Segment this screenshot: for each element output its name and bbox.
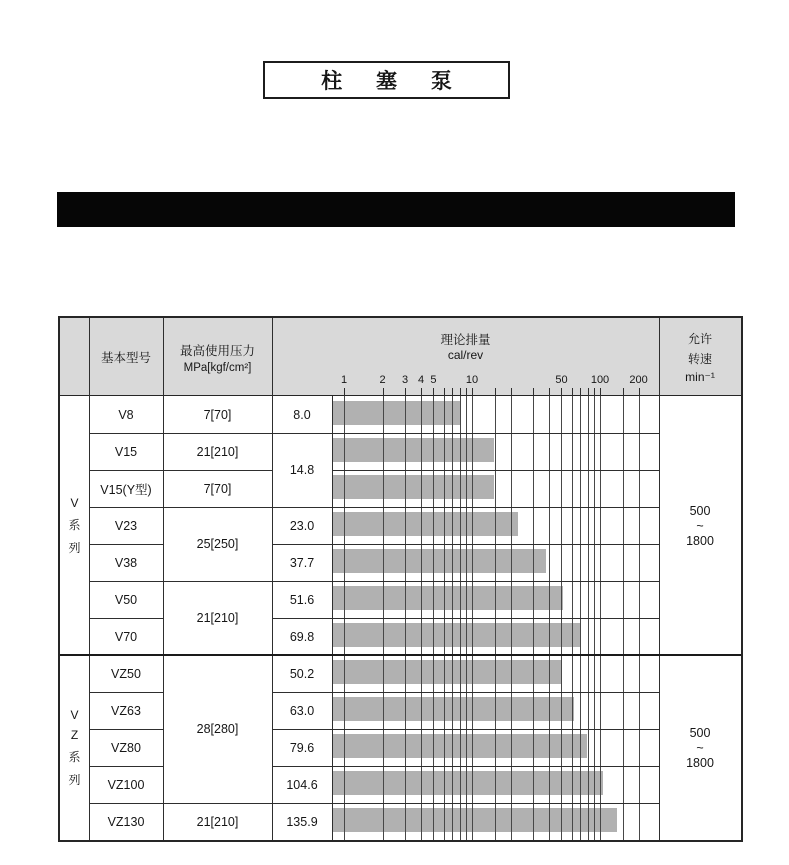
displacement-bar [332, 660, 562, 684]
series-cell [60, 655, 89, 840]
model-cell: V38 [114, 555, 138, 570]
displacement-value-cell: 23.0 [289, 518, 315, 533]
displacement-bar [332, 401, 460, 425]
displacement-bar [332, 808, 617, 832]
row-divider [332, 507, 659, 508]
displacement-bar [332, 438, 494, 462]
axis-tick-mark [572, 388, 573, 396]
model-cell: V15(Y型) [100, 482, 152, 497]
axis-tick-mark [344, 388, 345, 396]
speed-header-line: 允许 [687, 332, 712, 346]
axis-tick-mark [421, 388, 422, 396]
row-divider [332, 470, 659, 471]
model-cell: V70 [114, 629, 138, 644]
displacement-title: 理论排量 [440, 333, 491, 347]
row-divider [332, 729, 659, 730]
pressure-cell: 21[210] [196, 814, 239, 829]
axis-tick-label: 5 [430, 374, 437, 386]
spec-table [58, 316, 743, 842]
displacement-value-cell: 104.6 [286, 777, 318, 792]
model-cell: VZ100 [107, 777, 145, 792]
axis-tick-mark [383, 388, 384, 396]
axis-tick-label: 3 [402, 374, 409, 386]
axis-tick-mark [433, 388, 434, 396]
axis-tick-mark [405, 388, 406, 396]
pressure-unit-label-line2: MPa[kgf/cm²] [183, 361, 252, 374]
header-cell-speed [659, 318, 741, 396]
model-cell: V15 [114, 444, 138, 459]
axis-tick-mark [639, 388, 640, 396]
row-divider [332, 544, 659, 545]
axis-tick-label: 1 [340, 374, 348, 386]
displacement-value-cell: 135.9 [286, 814, 318, 829]
series-char: 系 [68, 749, 81, 764]
series-char: Z [70, 727, 79, 742]
row-divider [332, 618, 659, 619]
row-divider [332, 692, 659, 693]
axis-tick-mark [472, 388, 473, 396]
displacement-value-cell: 79.6 [289, 740, 315, 755]
pressure-cell: 21[210] [196, 444, 239, 459]
table-body [60, 396, 741, 840]
displacement-bar [332, 623, 580, 647]
axis-tick-label: 200 [629, 374, 648, 386]
axis-tick-label: 2 [379, 374, 386, 386]
axis-tick-mark [594, 388, 595, 396]
header-cell-model: 基本型号 [100, 351, 151, 365]
displacement-unit: cal/rev [447, 348, 484, 362]
axis-tick-mark [533, 388, 534, 396]
series-char: 系 [68, 517, 81, 532]
speed-value-line: 500 [689, 503, 711, 518]
series-char: 列 [68, 540, 81, 555]
model-cell: V50 [114, 592, 138, 607]
series-char: 列 [68, 772, 81, 787]
series-char: V [70, 707, 79, 722]
axis-tick-mark [444, 388, 445, 396]
title-box [263, 61, 510, 99]
displacement-bar [332, 512, 518, 536]
axis-tick-label: 100 [590, 374, 610, 386]
axis-tick-mark [452, 388, 453, 396]
speed-value-line: ~ [696, 740, 704, 755]
model-cell: V8 [118, 407, 134, 422]
displacement-value-cell: 63.0 [289, 703, 315, 718]
displacement-value-cell: 51.6 [289, 592, 315, 607]
pressure-cell: 7[70] [203, 481, 232, 496]
axis-tick-label: 4 [418, 374, 425, 386]
speed-header-line: 转速 [687, 352, 712, 366]
displacement-value-cell: 50.2 [289, 666, 315, 681]
black-banner [57, 192, 735, 227]
axis-tick-mark [460, 388, 461, 396]
speed-value-line: 1800 [686, 755, 714, 770]
axis-tick-label: 50 [555, 374, 568, 386]
axis-tick-mark [600, 388, 601, 396]
speed-cell [659, 396, 741, 655]
displacement-bar [332, 586, 563, 610]
speed-value-line: ~ [696, 518, 704, 533]
displacement-value-cell: 37.7 [289, 555, 315, 570]
row-divider [332, 766, 659, 767]
model-cell: VZ63 [111, 703, 141, 718]
model-cell: V23 [114, 518, 138, 533]
axis-tick-mark [549, 388, 550, 396]
pressure-cell: 25[250] [196, 537, 239, 551]
model-cell: VZ80 [111, 740, 141, 755]
axis-tick-mark [495, 388, 496, 396]
header-cell-pressure [163, 318, 272, 396]
series-char: V [70, 495, 79, 510]
displacement-value-cell: 14.8 [289, 463, 315, 477]
pressure-cell: 7[70] [203, 407, 232, 422]
axis-tick-mark [561, 388, 562, 396]
speed-value-line: 1800 [686, 533, 714, 548]
speed-header-line: min⁻¹ [685, 370, 715, 384]
row-divider [332, 581, 659, 582]
displacement-bar [332, 549, 546, 573]
axis-tick-mark [580, 388, 581, 396]
model-cell: VZ50 [111, 666, 141, 681]
header-cell-displacement [272, 318, 659, 396]
model-cell: VZ130 [107, 814, 145, 829]
displacement-value-cell: 8.0 [293, 407, 311, 422]
axis-tick-label: 10 [465, 374, 479, 386]
pressure-cell: 28[280] [196, 722, 239, 736]
speed-value-line: 500 [689, 725, 711, 740]
displacement-bar [332, 475, 494, 499]
axis-tick-mark [588, 388, 589, 396]
axis-tick-mark [511, 388, 512, 396]
row-divider [332, 433, 659, 434]
pressure-cell: 21[210] [196, 611, 239, 625]
axis-tick-mark [623, 388, 624, 396]
page-title: 柱 塞 泵 [321, 70, 466, 93]
speed-cell [659, 655, 741, 840]
row-divider [332, 803, 659, 804]
displacement-value-cell: 69.8 [289, 629, 315, 644]
axis-tick-mark [466, 388, 467, 396]
series-cell [60, 396, 89, 655]
pressure-unit-label-line1: 最高使用压力 [179, 343, 255, 358]
